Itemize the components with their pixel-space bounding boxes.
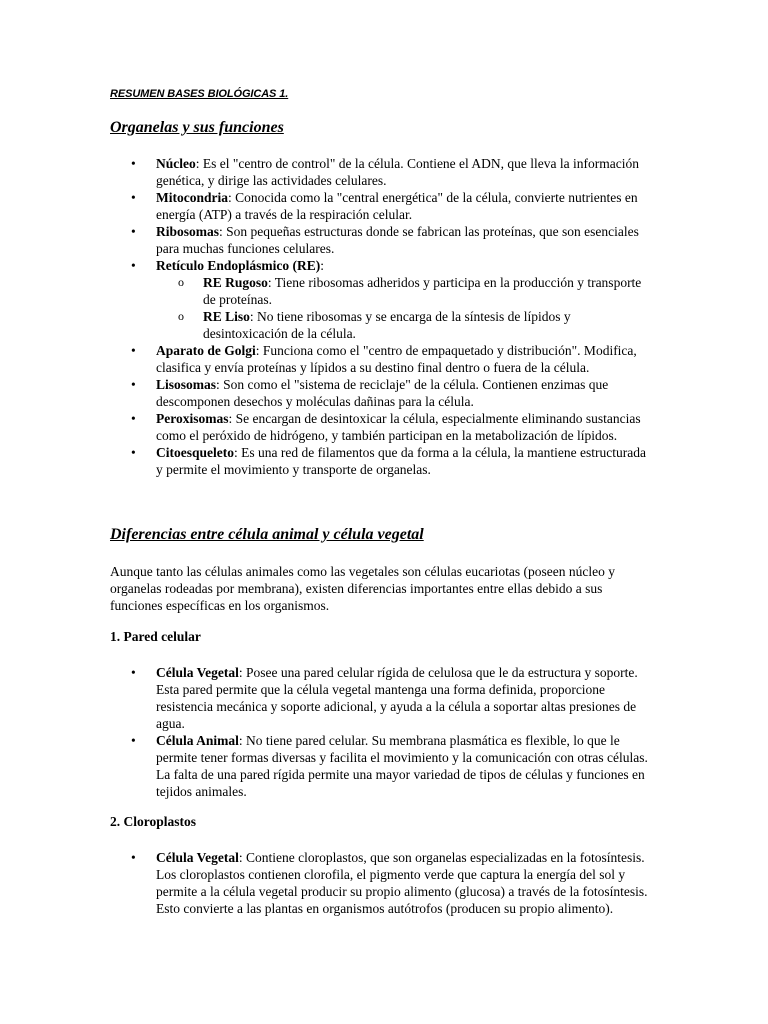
- bullet-icon: •: [131, 343, 136, 358]
- list-item: [110, 410, 655, 444]
- item-term: Célula Animal: [156, 733, 239, 748]
- section-heading-diferencias: Diferencias entre célula animal y célula vegetal: [110, 526, 424, 543]
- item-text: : Es una red de filamentos que da forma a la célula, la mantiene estructurada y permite el movimiento y transporte de organelas.: [156, 445, 646, 477]
- bullet-icon: •: [131, 156, 136, 171]
- bullet-icon: •: [131, 258, 136, 273]
- list-item: [110, 257, 655, 342]
- list-item: [110, 664, 655, 732]
- pared-list: [110, 664, 655, 800]
- item-term: Núcleo: [156, 156, 196, 171]
- bullet-icon: •: [131, 411, 136, 426]
- item-term: Aparato de Golgi: [156, 343, 256, 358]
- circle-bullet-icon: o: [178, 275, 184, 289]
- item-text: :: [320, 258, 325, 273]
- cloroplastos-list: [110, 849, 655, 917]
- item-term: Célula Vegetal: [156, 850, 239, 865]
- bullet-icon: •: [131, 190, 136, 205]
- list-item: [110, 223, 655, 257]
- item-term: RE Rugoso: [203, 275, 268, 290]
- list-item: [110, 155, 655, 189]
- item-term: Citoesqueleto: [156, 445, 234, 460]
- bullet-icon: •: [131, 377, 136, 392]
- item-term: Célula Vegetal: [156, 665, 239, 680]
- section-heading-organelas: Organelas y sus funciones: [110, 119, 284, 136]
- item-text: : No tiene pared celular. Su membrana plasmática es flexible, lo que le permite tener formas diversas y facilita el movimiento y la comunicación con otras células. La falta de una pared rígida permite una mayor variedad de tipos de células y funciones en tejidos animales.: [156, 733, 648, 799]
- re-sublist: [156, 274, 655, 342]
- list-item: [110, 342, 655, 376]
- bullet-icon: •: [131, 224, 136, 239]
- list-item: [110, 732, 655, 800]
- item-term: RE Liso: [203, 309, 250, 324]
- item-text: : Son como el "sistema de reciclaje" de la célula. Contienen enzimas que descomponen desechos y moléculas dañinas para la célula.: [156, 377, 609, 409]
- bullet-icon: •: [131, 445, 136, 460]
- item-term: Peroxisomas: [156, 411, 229, 426]
- bullet-icon: •: [131, 850, 136, 865]
- item-term: Lisosomas: [156, 377, 217, 392]
- sub-list-item: [156, 274, 655, 308]
- item-term: Ribosomas: [156, 224, 220, 239]
- subsection-heading-cloroplastos: 2. Cloroplastos: [110, 814, 197, 829]
- bullet-icon: •: [131, 733, 136, 748]
- item-text: : Posee una pared celular rígida de celulosa que le da estructura y soporte. Esta pared permite que la célula vegetal mantenga una forma definida, proporcione resistencia mecánica y soporte adicional, y ayuda a la célula a soportar altas presiones de agua.: [156, 665, 638, 731]
- item-text: : Es el "centro de control" de la célula. Contiene el ADN, que lleva la información genética, y dirige las actividades celulares.: [156, 156, 639, 188]
- item-term: Retículo Endoplásmico (RE): [156, 258, 321, 273]
- list-item: [110, 189, 655, 223]
- sub-list-item: [156, 308, 655, 342]
- intro-paragraph: Aunque tanto las células animales como las vegetales son células eucariotas (poseen núcleo y organelas rodeadas por membrana), existen diferencias importantes entre ellas debido a sus funciones específicas en los organismos.: [110, 564, 615, 613]
- item-text: : Son pequeñas estructuras donde se fabrican las proteínas, que son esenciales para muchas funciones celulares.: [156, 224, 639, 256]
- item-text: : Conocida como la "central energética" de la célula, convierte nutrientes en energía (ATP) a través de la respiración celular.: [156, 190, 638, 222]
- item-text: : Se encargan de desintoxicar la célula, especialmente eliminando sustancias como el peróxido de hidrógeno, y también participan en la metabolización de lípidos.: [156, 411, 641, 443]
- item-text: : Tiene ribosomas adheridos y participa en la producción y transporte de proteínas.: [203, 275, 642, 307]
- item-text: : Contiene cloroplastos, que son organelas especializadas en la fotosíntesis. Los cloroplastos contienen clorofila, el pigmento verde que captura la energía del sol y permite a la célula vegetal producir su propio alimento (glucosa) a través de la fotosíntesis. Esto convierte a las plantas en organismos autótrofos (producen su propio alimento).: [156, 850, 648, 916]
- item-term: Mitocondria: [156, 190, 228, 205]
- item-text: : Funciona como el "centro de empaquetado y distribución". Modifica, clasifica y envía proteínas y lípidos a su destino final dentro o fuera de la célula.: [156, 343, 637, 375]
- document-title: RESUMEN BASES BIOLÓGICAS 1.: [110, 88, 289, 100]
- subsection-heading-pared: 1. Pared celular: [110, 629, 201, 644]
- list-item: [110, 849, 655, 917]
- organelles-list: [110, 155, 655, 478]
- list-item: [110, 444, 655, 478]
- list-item: [110, 376, 655, 410]
- bullet-icon: •: [131, 665, 136, 680]
- circle-bullet-icon: o: [178, 309, 184, 323]
- item-text: : No tiene ribosomas y se encarga de la síntesis de lípidos y desintoxicación de la célula.: [203, 309, 571, 341]
